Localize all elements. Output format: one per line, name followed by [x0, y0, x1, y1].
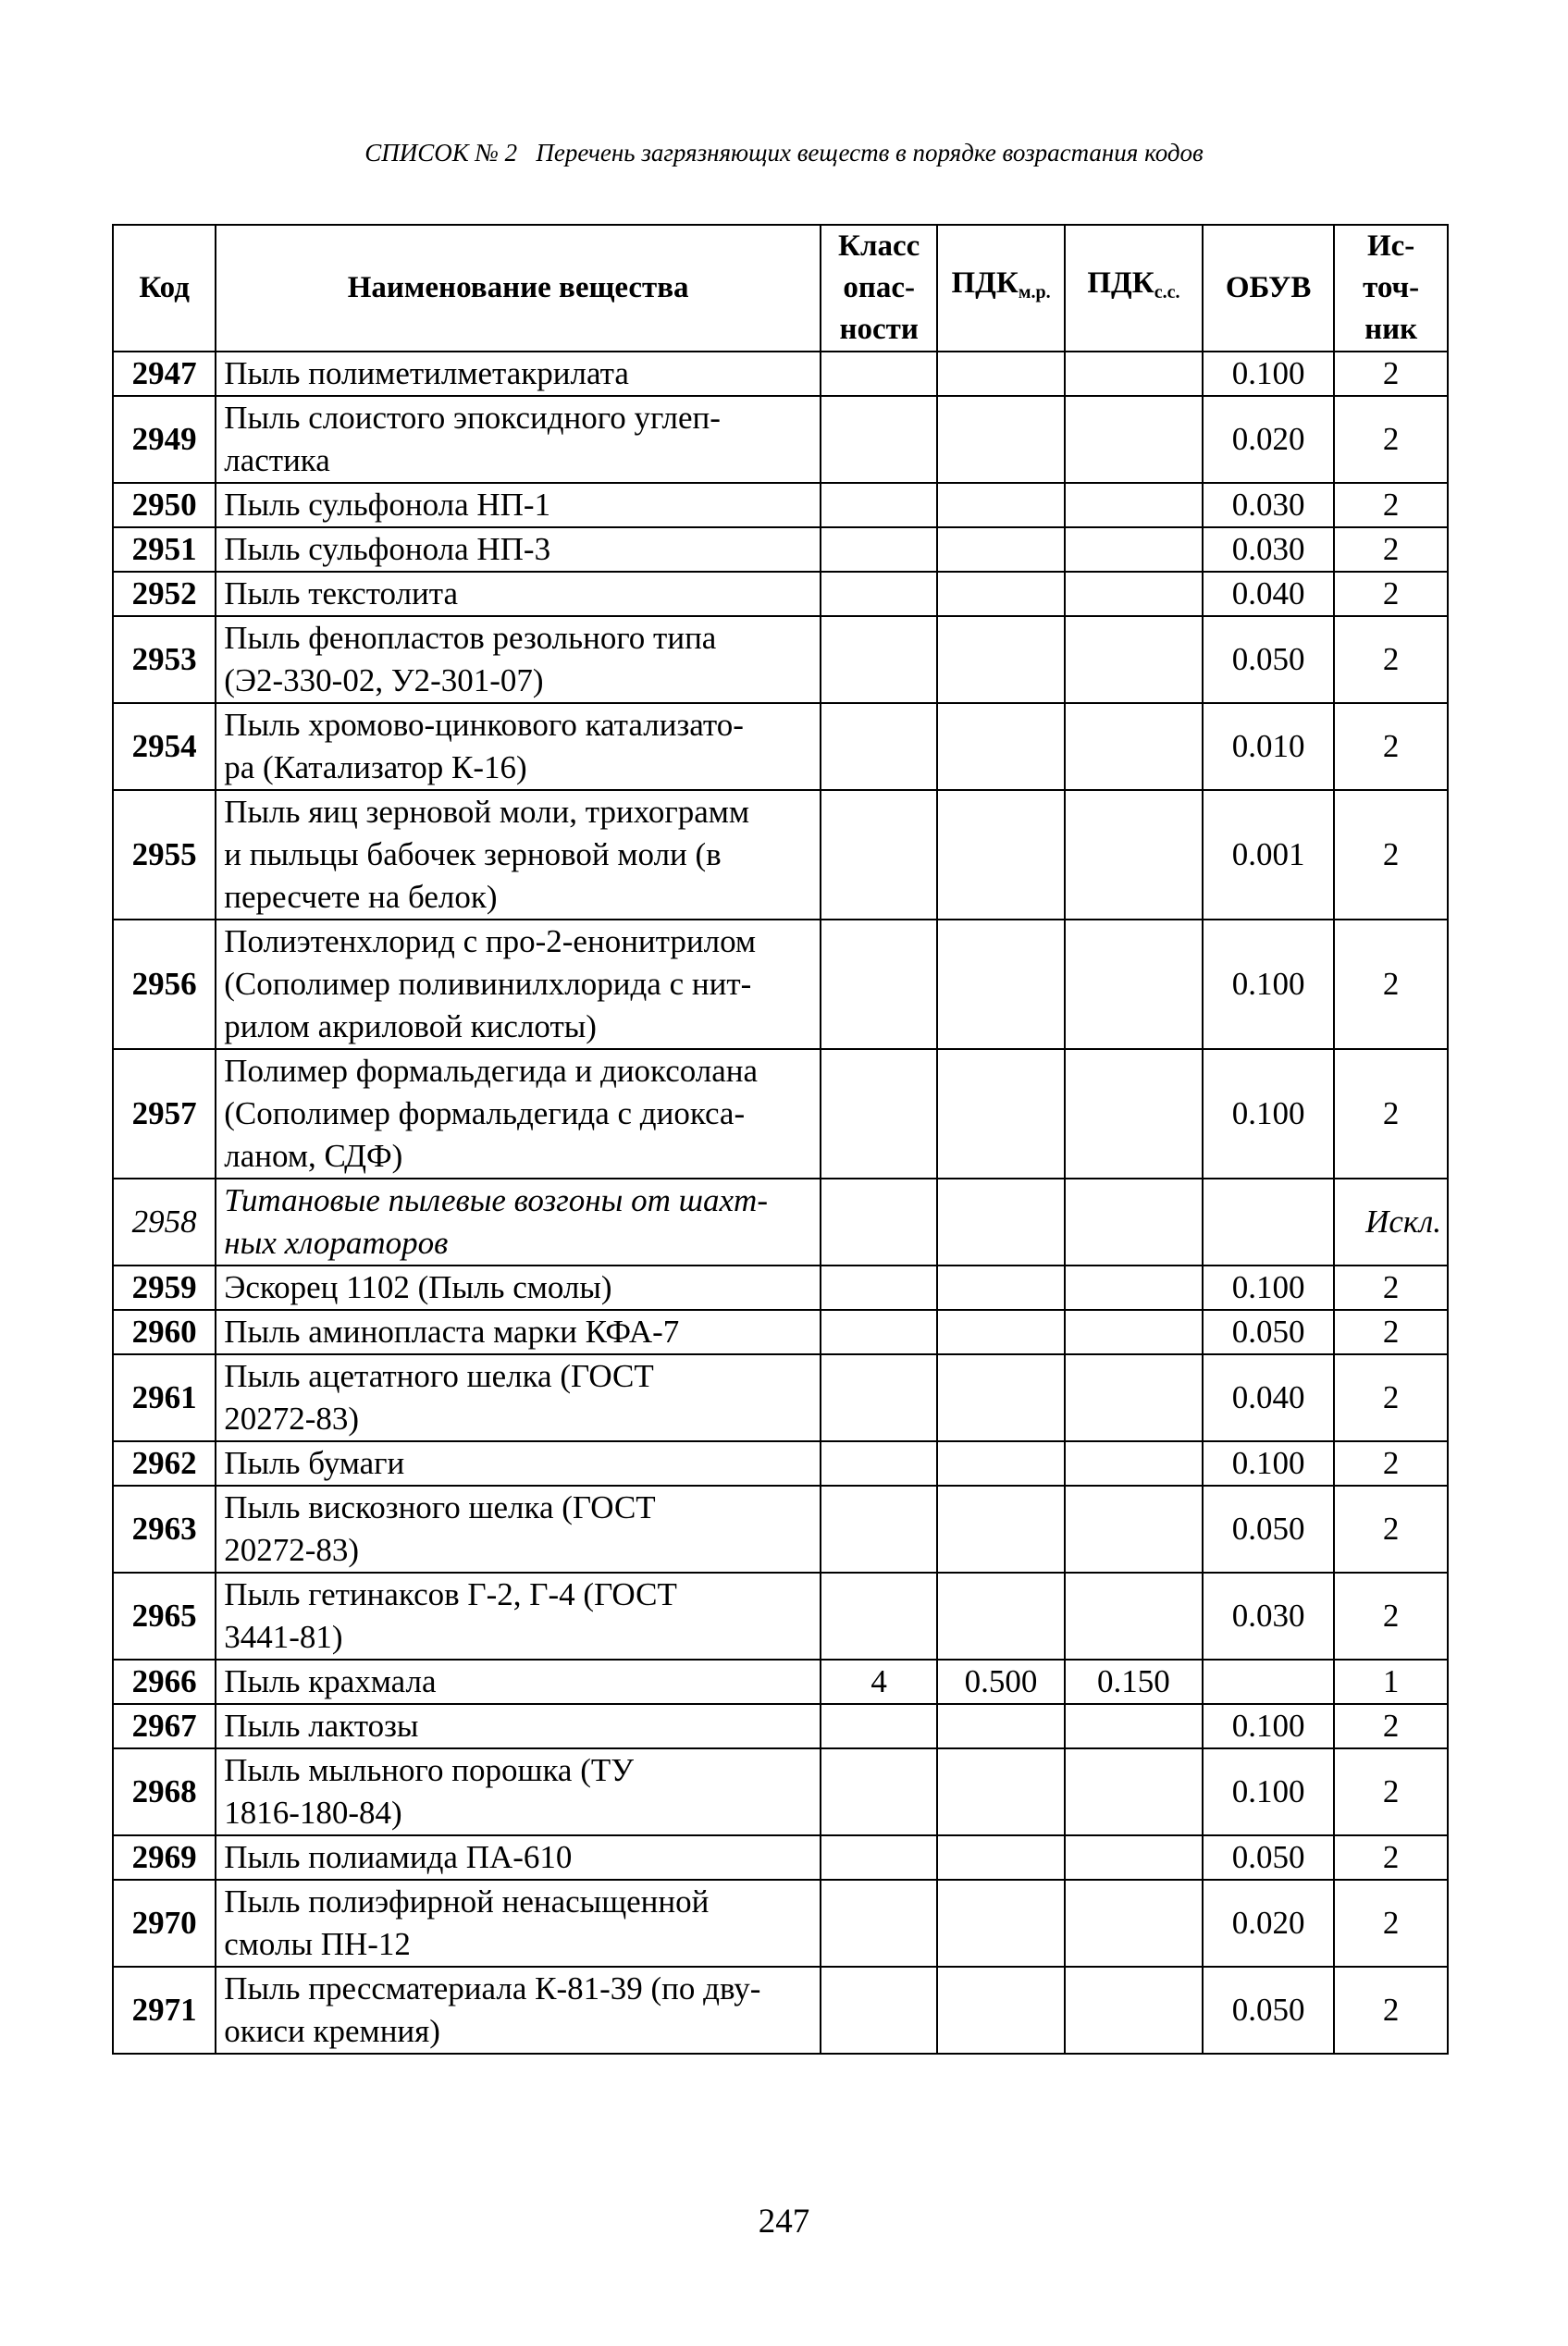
- row-source: Искл.: [1334, 1179, 1448, 1266]
- table-row: [113, 572, 1448, 616]
- row-name-line: окиси кремния): [224, 2013, 440, 2049]
- row-pdk-mr: [937, 396, 1065, 483]
- table-row: [113, 1486, 1448, 1573]
- row-hazard-class: [821, 1835, 937, 1880]
- table-row: [113, 616, 1448, 703]
- row-name: [216, 1354, 821, 1441]
- row-name: [216, 616, 821, 703]
- row-source: 2: [1334, 483, 1448, 527]
- row-name-line: Пыль сульфонола НП-1: [224, 487, 551, 523]
- row-source: 2: [1334, 1354, 1448, 1441]
- row-pdk-mr: [937, 790, 1065, 920]
- row-source: 2: [1334, 616, 1448, 703]
- row-name-line: 3441-81): [224, 1619, 343, 1655]
- row-name-line: ра (Катализатор К-16): [224, 749, 527, 785]
- row-pdk-ss: [1065, 1835, 1203, 1880]
- row-code: 2947: [113, 352, 216, 396]
- row-name: [216, 1880, 821, 1967]
- row-pdk-ss: [1065, 1179, 1203, 1266]
- row-hazard-class: 4: [821, 1660, 937, 1704]
- row-name: [216, 1704, 821, 1748]
- row-code: 2965: [113, 1573, 216, 1660]
- row-hazard-class: [821, 1354, 937, 1441]
- row-source: 2: [1334, 1049, 1448, 1179]
- col-header-pdk-ss: $ПДК_{с.с.}$: [1065, 225, 1203, 352]
- row-hazard-class: [821, 1880, 937, 1967]
- row-code: 2950: [113, 483, 216, 527]
- row-pdk-ss: [1065, 790, 1203, 920]
- row-pdk-ss: [1065, 703, 1203, 790]
- row-code: 2952: [113, 572, 216, 616]
- row-obuv: 0.050: [1203, 1486, 1334, 1573]
- row-name-line: (Сополимер поливинилхлорида с нит-: [224, 966, 752, 1002]
- row-pdk-ss: [1065, 1310, 1203, 1354]
- table-row: [113, 790, 1448, 920]
- row-name: [216, 1486, 821, 1573]
- row-hazard-class: [821, 1179, 937, 1266]
- row-obuv: 0.040: [1203, 1354, 1334, 1441]
- row-code: 2954: [113, 703, 216, 790]
- row-pdk-ss: [1065, 1486, 1203, 1573]
- row-pdk-ss: 0.150: [1065, 1660, 1203, 1704]
- row-code: 2968: [113, 1748, 216, 1835]
- row-name: [216, 1441, 821, 1486]
- row-pdk-ss: [1065, 1967, 1203, 2054]
- row-hazard-class: [821, 1486, 937, 1573]
- row-pdk-mr: [937, 572, 1065, 616]
- table-row: [113, 352, 1448, 396]
- row-pdk-ss: [1065, 1704, 1203, 1748]
- row-pdk-mr: [937, 1486, 1065, 1573]
- row-name-line: Пыль бумаги: [224, 1445, 405, 1481]
- row-name: [216, 1967, 821, 2054]
- table-row: [113, 1967, 1448, 2054]
- row-source: 2: [1334, 572, 1448, 616]
- table-row: [113, 1573, 1448, 1660]
- substances-table: [112, 224, 1449, 2055]
- row-obuv: 0.050: [1203, 616, 1334, 703]
- row-code: 2971: [113, 1967, 216, 2054]
- row-code: 2951: [113, 527, 216, 572]
- row-obuv: [1203, 1179, 1334, 1266]
- row-code: 2961: [113, 1354, 216, 1441]
- row-pdk-mr: [937, 1441, 1065, 1486]
- row-source: 2: [1334, 1748, 1448, 1835]
- row-name-line: Полимер формальдегида и диоксолана: [224, 1053, 759, 1089]
- row-code: 2970: [113, 1880, 216, 1967]
- row-pdk-mr: [937, 352, 1065, 396]
- row-source: 2: [1334, 1310, 1448, 1354]
- table-row: [113, 1266, 1448, 1310]
- list-title: Перечень загрязняющих веществ в порядке возрастания кодов: [536, 139, 1204, 167]
- row-obuv: 0.010: [1203, 703, 1334, 790]
- row-pdk-ss: [1065, 396, 1203, 483]
- row-pdk-ss: [1065, 616, 1203, 703]
- row-pdk-mr: [937, 616, 1065, 703]
- row-name: [216, 920, 821, 1049]
- row-name-line: Пыль полиэфирной ненасыщенной: [224, 1883, 710, 1920]
- row-pdk-ss: [1065, 1354, 1203, 1441]
- row-name-line: Пыль мыльного порошка (ТУ: [224, 1752, 635, 1788]
- row-source: 2: [1334, 1266, 1448, 1310]
- table-row: [113, 527, 1448, 572]
- row-source: 2: [1334, 1486, 1448, 1573]
- row-obuv: 0.100: [1203, 352, 1334, 396]
- row-pdk-mr: [937, 1880, 1065, 1967]
- table-row: [113, 1835, 1448, 1880]
- row-pdk-mr: 0.500: [937, 1660, 1065, 1704]
- row-name-line: (Э2-330-02, У2-301-07): [224, 662, 544, 698]
- row-hazard-class: [821, 790, 937, 920]
- row-pdk-mr: [937, 1310, 1065, 1354]
- col-header-hazard-class: Класс опас- ности: [821, 225, 937, 352]
- row-pdk-mr: [937, 1967, 1065, 2054]
- col-header-name: Наименование вещества: [216, 225, 821, 352]
- row-name-line: Пыль прессматериала К-81-39 (по дву-: [224, 1970, 761, 2006]
- row-obuv: 0.050: [1203, 1967, 1334, 2054]
- row-source: 2: [1334, 1835, 1448, 1880]
- row-pdk-mr: [937, 1704, 1065, 1748]
- row-source: 1: [1334, 1660, 1448, 1704]
- row-obuv: [1203, 1660, 1334, 1704]
- col-header-code: Код: [113, 225, 216, 352]
- row-pdk-mr: [937, 1049, 1065, 1179]
- table-row: [113, 1704, 1448, 1748]
- row-hazard-class: [821, 352, 937, 396]
- row-pdk-mr: [937, 1835, 1065, 1880]
- col-header-obuv: ОБУВ: [1203, 225, 1334, 352]
- row-pdk-ss: [1065, 527, 1203, 572]
- row-hazard-class: [821, 396, 937, 483]
- row-code: 2953: [113, 616, 216, 703]
- table-header-row: [113, 225, 1448, 352]
- row-name-line: Пыль лактозы: [224, 1708, 419, 1744]
- row-hazard-class: [821, 572, 937, 616]
- row-obuv: 0.050: [1203, 1310, 1334, 1354]
- row-name-line: пересчете на белок): [224, 879, 498, 915]
- row-hazard-class: [821, 1704, 937, 1748]
- row-name: [216, 790, 821, 920]
- row-name: [216, 396, 821, 483]
- row-name: [216, 1748, 821, 1835]
- row-source: 2: [1334, 527, 1448, 572]
- row-pdk-ss: [1065, 1049, 1203, 1179]
- row-obuv: 0.100: [1203, 1049, 1334, 1179]
- row-name-line: Эскорец 1102 (Пыль смолы): [224, 1269, 612, 1305]
- row-name: [216, 352, 821, 396]
- table-row: [113, 703, 1448, 790]
- row-hazard-class: [821, 616, 937, 703]
- row-name-line: Пыль полиметилметакрилата: [224, 355, 629, 391]
- row-name-line: рилом акриловой кислоты): [224, 1008, 597, 1044]
- row-code: 2966: [113, 1660, 216, 1704]
- row-code: 2960: [113, 1310, 216, 1354]
- row-source: 2: [1334, 1573, 1448, 1660]
- row-source: 2: [1334, 703, 1448, 790]
- row-name-line: (Сополимер формальдегида с диокса-: [224, 1095, 746, 1131]
- row-code: 2959: [113, 1266, 216, 1310]
- row-source: 2: [1334, 1704, 1448, 1748]
- row-name-line: Пыль фенопластов резольного типа: [224, 620, 717, 656]
- row-pdk-mr: [937, 703, 1065, 790]
- row-name-line: ластика: [224, 442, 330, 478]
- row-code: 2969: [113, 1835, 216, 1880]
- row-source: 2: [1334, 1441, 1448, 1486]
- list-label: СПИСОК № 2: [364, 139, 518, 167]
- row-obuv: 0.100: [1203, 1266, 1334, 1310]
- row-hazard-class: [821, 1266, 937, 1310]
- row-obuv: 0.020: [1203, 396, 1334, 483]
- row-pdk-mr: [937, 483, 1065, 527]
- row-obuv: 0.001: [1203, 790, 1334, 920]
- table-row: [113, 1748, 1448, 1835]
- row-name: [216, 1266, 821, 1310]
- row-name-line: Полиэтенхлорид с про-2-енонитрилом: [224, 923, 757, 959]
- row-name-line: и пыльцы бабочек зерновой моли (в: [224, 836, 722, 872]
- table-row: [113, 1880, 1448, 1967]
- row-pdk-ss: [1065, 352, 1203, 396]
- row-name-line: Пыль ацетатного шелка (ГОСТ: [224, 1358, 654, 1394]
- row-obuv: 0.040: [1203, 572, 1334, 616]
- row-hazard-class: [821, 1967, 937, 2054]
- row-obuv: 0.030: [1203, 527, 1334, 572]
- row-name-line: Пыль аминопласта марки КФА-7: [224, 1314, 680, 1350]
- row-name: [216, 483, 821, 527]
- row-hazard-class: [821, 1310, 937, 1354]
- row-pdk-mr: [937, 1748, 1065, 1835]
- row-code: 2958: [113, 1179, 216, 1266]
- row-pdk-ss: [1065, 572, 1203, 616]
- row-name: [216, 527, 821, 572]
- table-row: [113, 1310, 1448, 1354]
- row-pdk-mr: [937, 527, 1065, 572]
- row-obuv: 0.100: [1203, 920, 1334, 1049]
- row-obuv: 0.100: [1203, 1441, 1334, 1486]
- page-header: [0, 139, 1568, 167]
- row-name-line: Пыль слоистого эпоксидного углеп-: [224, 400, 721, 436]
- row-name: [216, 572, 821, 616]
- row-name-line: Пыль полиамида ПА-610: [224, 1839, 573, 1875]
- row-hazard-class: [821, 703, 937, 790]
- row-pdk-ss: [1065, 920, 1203, 1049]
- row-name-line: Пыль яиц зерновой моли, трихограмм: [224, 794, 750, 830]
- table-row: [113, 1049, 1448, 1179]
- row-pdk-ss: [1065, 1880, 1203, 1967]
- table-row: [113, 1441, 1448, 1486]
- row-pdk-ss: [1065, 1266, 1203, 1310]
- row-name: [216, 1310, 821, 1354]
- row-pdk-mr: [937, 920, 1065, 1049]
- row-name-line: 1816-180-84): [224, 1795, 402, 1831]
- row-pdk-mr: [937, 1573, 1065, 1660]
- row-hazard-class: [821, 527, 937, 572]
- table-row: [113, 920, 1448, 1049]
- col-header-source: Ис- точ- ник: [1334, 225, 1448, 352]
- col-header-pdk-mr: $ПДК_{м.р.}$: [937, 225, 1065, 352]
- row-obuv: 0.050: [1203, 1835, 1334, 1880]
- row-name-line: Пыль текстолита: [224, 575, 459, 611]
- row-hazard-class: [821, 1573, 937, 1660]
- row-hazard-class: [821, 920, 937, 1049]
- table-row: [113, 1354, 1448, 1441]
- row-name: [216, 1660, 821, 1704]
- row-name-line: Пыль вискозного шелка (ГОСТ: [224, 1489, 656, 1525]
- row-source: 2: [1334, 1880, 1448, 1967]
- row-pdk-ss: [1065, 1441, 1203, 1486]
- row-obuv: 0.100: [1203, 1748, 1334, 1835]
- row-name-line: Пыль хромово-цинкового катализато-: [224, 707, 744, 743]
- table-row: [113, 1179, 1448, 1266]
- row-obuv: 0.030: [1203, 483, 1334, 527]
- row-name-line: смолы ПН-12: [224, 1926, 411, 1962]
- row-name: [216, 1049, 821, 1179]
- row-code: 2967: [113, 1704, 216, 1748]
- row-obuv: 0.100: [1203, 1704, 1334, 1748]
- row-name-line: 20272-83): [224, 1401, 360, 1437]
- row-name-line: Пыль крахмала: [224, 1663, 437, 1699]
- row-name: [216, 1179, 821, 1266]
- row-pdk-ss: [1065, 483, 1203, 527]
- row-name-line: Пыль гетинаксов Г-2, Г-4 (ГОСТ: [224, 1576, 677, 1612]
- row-pdk-ss: [1065, 1748, 1203, 1835]
- row-name: [216, 703, 821, 790]
- row-source: 2: [1334, 790, 1448, 920]
- row-source: 2: [1334, 920, 1448, 1049]
- row-pdk-ss: [1065, 1573, 1203, 1660]
- row-name-line: Пыль сульфонола НП-3: [224, 531, 551, 567]
- row-name-line: 20272-83): [224, 1532, 360, 1568]
- row-source: 2: [1334, 1967, 1448, 2054]
- row-source: 2: [1334, 352, 1448, 396]
- row-code: 2955: [113, 790, 216, 920]
- table-row: [113, 396, 1448, 483]
- row-hazard-class: [821, 1049, 937, 1179]
- row-code: 2957: [113, 1049, 216, 1179]
- row-obuv: 0.020: [1203, 1880, 1334, 1967]
- row-obuv: 0.030: [1203, 1573, 1334, 1660]
- row-pdk-mr: [937, 1179, 1065, 1266]
- row-code: 2949: [113, 396, 216, 483]
- page-number: 247: [758, 2203, 810, 2241]
- row-name-line: ных хлораторов: [224, 1225, 449, 1261]
- row-name-line: Титановые пылевые возгоны от шахт-: [224, 1182, 768, 1218]
- table-row: [113, 483, 1448, 527]
- row-source: 2: [1334, 396, 1448, 483]
- row-hazard-class: [821, 1748, 937, 1835]
- row-code: 2962: [113, 1441, 216, 1486]
- row-name: [216, 1573, 821, 1660]
- row-code: 2963: [113, 1486, 216, 1573]
- row-hazard-class: [821, 483, 937, 527]
- row-pdk-mr: [937, 1354, 1065, 1441]
- row-name-line: ланом, СДФ): [224, 1138, 403, 1174]
- row-code: 2956: [113, 920, 216, 1049]
- row-pdk-mr: [937, 1266, 1065, 1310]
- table-row: [113, 1660, 1448, 1704]
- row-name: [216, 1835, 821, 1880]
- row-hazard-class: [821, 1441, 937, 1486]
